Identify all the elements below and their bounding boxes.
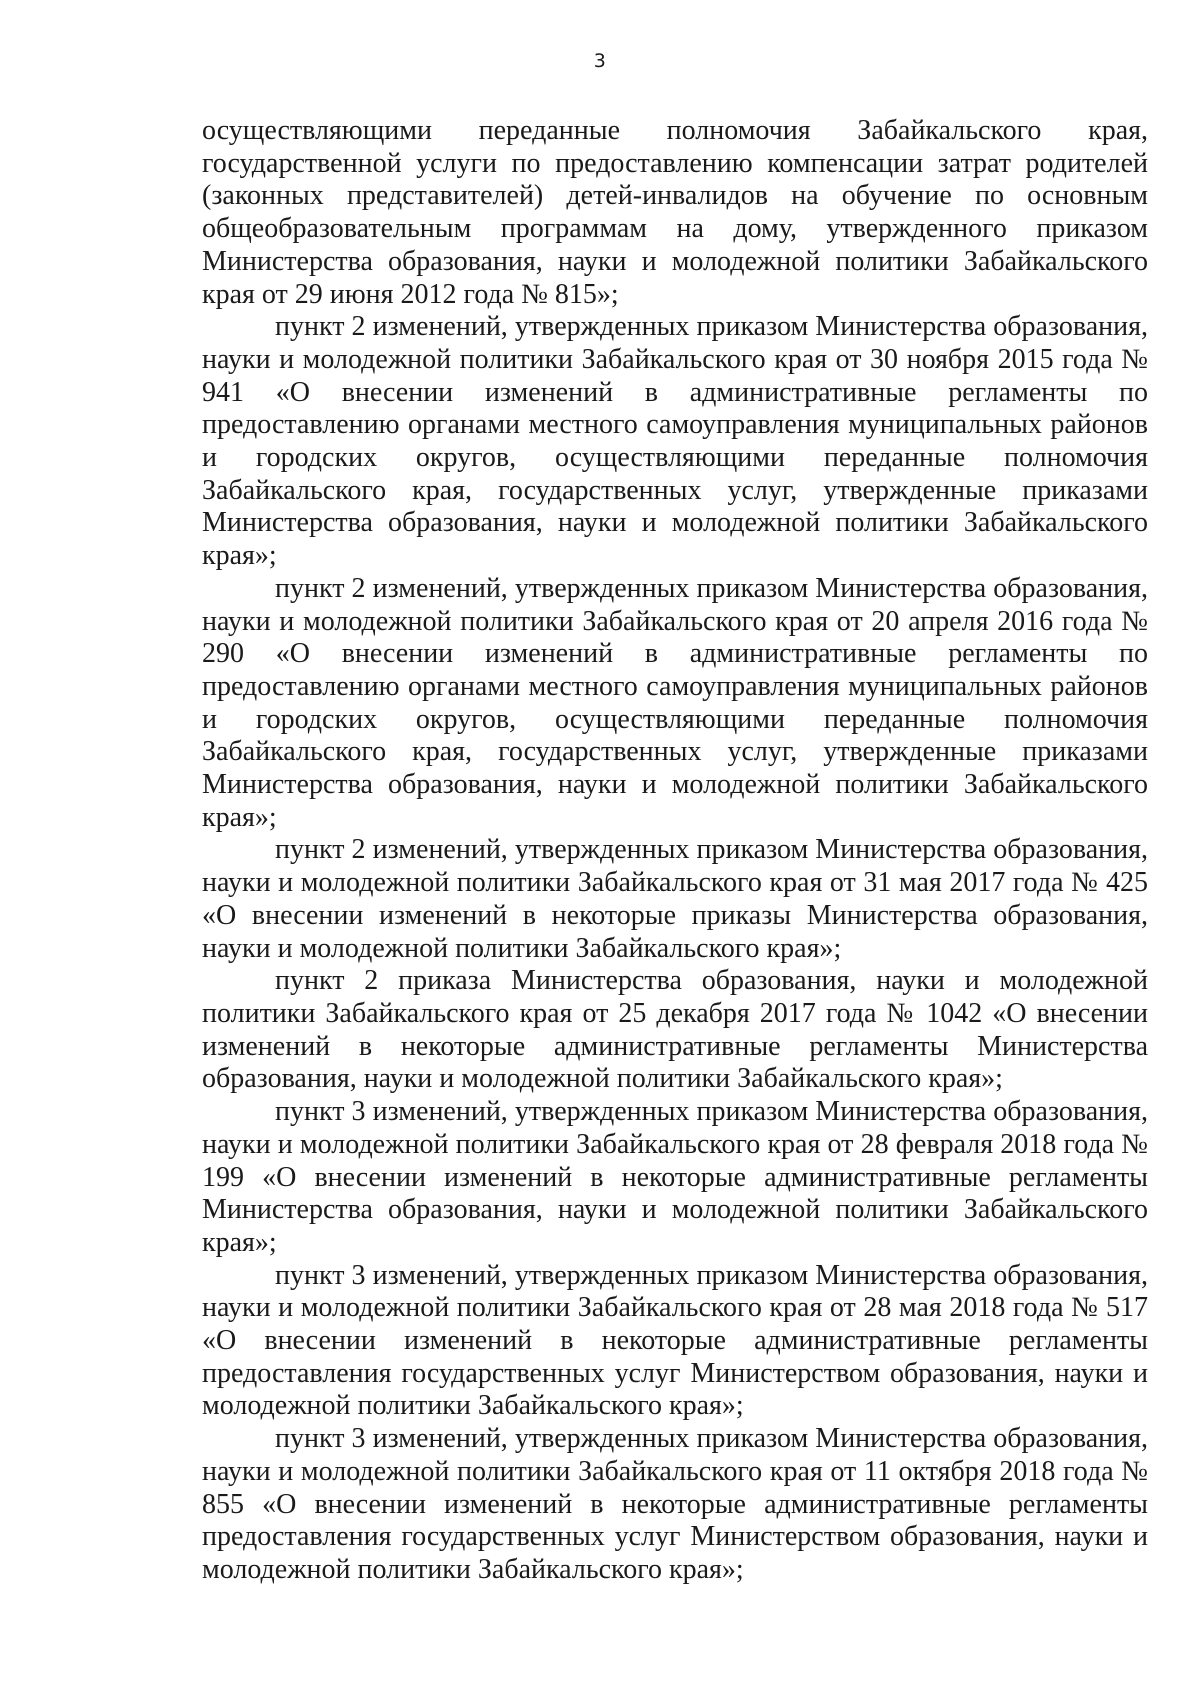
paragraph-item: пункт 3 изменений, утвержденных приказом Министерства образования, науки и молодежной политики Забайкальского края от 11 октября 2018 года № 855 «О внесении изменений в некоторые административные регламенты предоставления государственных услуг Министерством образования, науки и молодежной политики Забайкальского края»; xyxy=(202,1423,1148,1585)
document-body xyxy=(202,115,1148,1587)
page-number: 3 xyxy=(593,50,607,72)
paragraph-item: пункт 2 приказа Министерства образования, науки и молодежной политики Забайкальского края от 25 декабря 2017 года № 1042 «О внесении изменений в некоторые административные регламенты Министерства образования, науки и молодежной политики Забайкальского края»; xyxy=(202,965,1148,1095)
paragraph-item: пункт 2 изменений, утвержденных приказом Министерства образования, науки и молодежной политики Забайкальского края от 31 мая 2017 года № 425 «О внесении изменений в некоторые приказы Министерства образования, науки и молодежной политики Забайкальского края»; xyxy=(202,834,1148,964)
paragraph-item: пункт 3 изменений, утвержденных приказом Министерства образования, науки и молодежной политики Забайкальского края от 28 февраля 2018 года № 199 «О внесении изменений в некоторые административные регламенты Министерства образования, науки и молодежной политики Забайкальского края»; xyxy=(202,1096,1148,1258)
paragraph-item: пункт 2 изменений, утвержденных приказом Министерства образования, науки и молодежной политики Забайкальского края от 30 ноября 2015 года № 941 «О внесении изменений в административные регламенты по предоставлению органами местного самоуправления муниципальных районов и городских округов, осуществляющими переданные полномочия Забайкальского края, государственных услуг, утвержденные приказами Министерства образования, науки и молодежной политики Забайкальского края»; xyxy=(202,311,1148,572)
paragraph-continuation: осуществляющими переданные полномочия Забайкальского края, государственной услуги по предоставлению компенсации затрат родителей (законных представителей) детей-инвалидов на обучение по основным общеобразовательным программам на дому, утвержденного приказом Министерства образования, науки и молодежной политики Забайкальского края от 29 июня 2012 года № 815»; xyxy=(202,115,1148,310)
paragraph-item: пункт 3 изменений, утвержденных приказом Министерства образования, науки и молодежной политики Забайкальского края от 28 мая 2018 года № 517 «О внесении изменений в некоторые административные регламенты предоставления государственных услуг Министерством образования, науки и молодежной политики Забайкальского края»; xyxy=(202,1259,1148,1422)
paragraph-item: пункт 2 изменений, утвержденных приказом Министерства образования, науки и молодежной политики Забайкальского края от 20 апреля 2016 года № 290 «О внесении изменений в административные регламенты по предоставлению органами местного самоуправления муниципальных районов и городских округов, осуществляющими переданные полномочия Забайкальского края, государственных услуг, утвержденные приказами Министерства образования, науки и молодежной политики Забайкальского края»; xyxy=(202,572,1148,833)
